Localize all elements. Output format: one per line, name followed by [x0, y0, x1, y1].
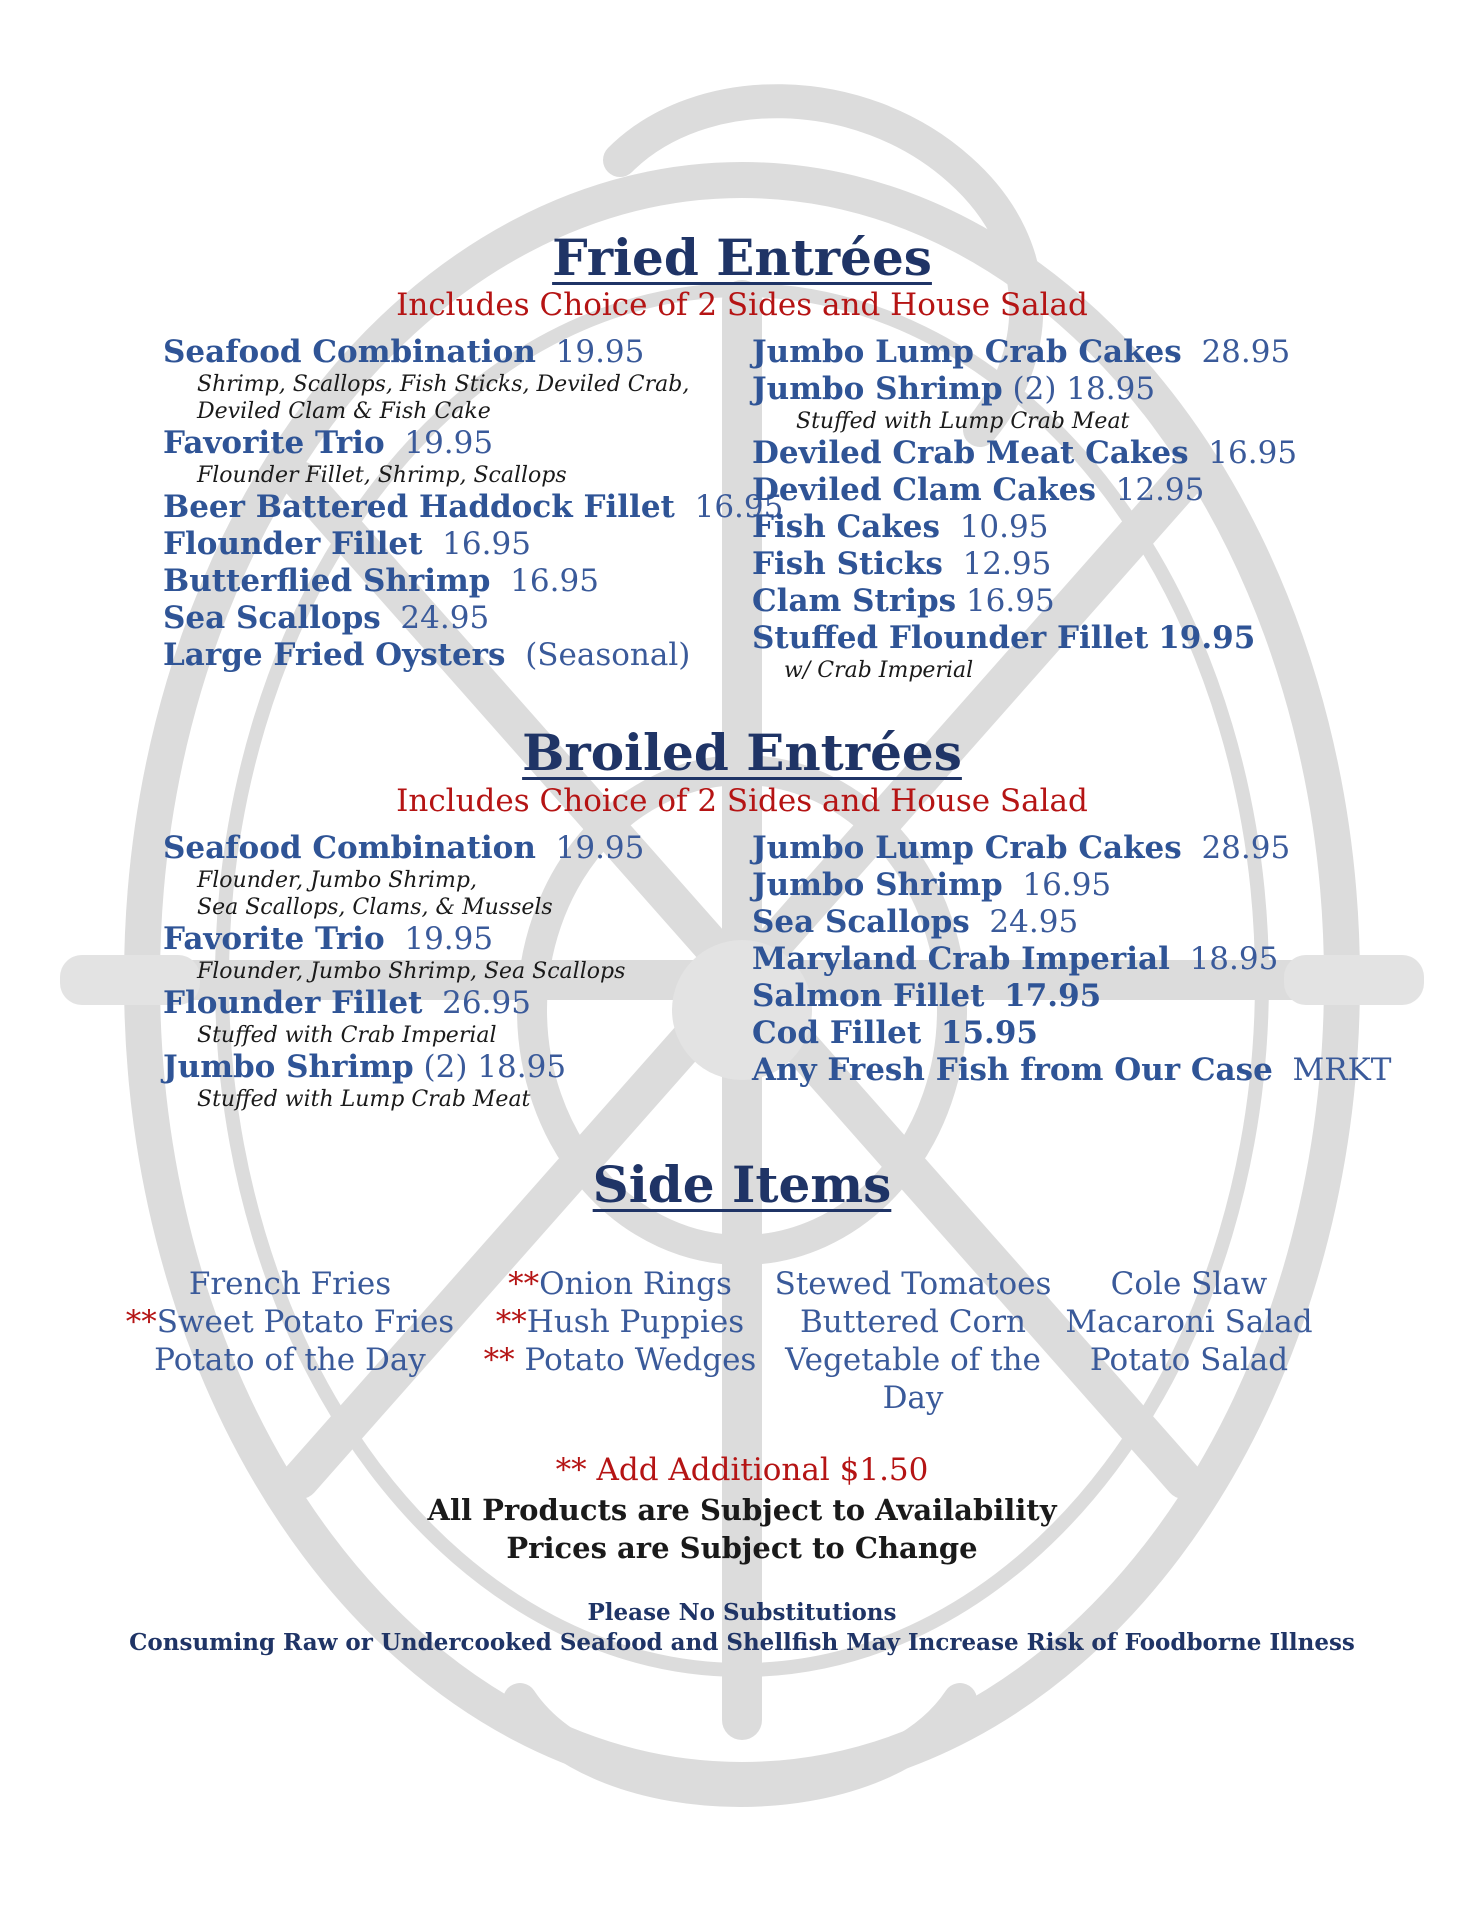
item-note: Stuffed with Crab Imperial: [197, 1023, 497, 1048]
menu-item: Stuffed Flounder Fillet 19.95: [752, 620, 1256, 656]
item-note: Flounder, Jumbo Shrimp, Sea Scallops: [197, 959, 626, 984]
menu-item: Maryland Crab Imperial 18.95: [752, 941, 1279, 977]
side-column: [120, 1265, 460, 1379]
menu-item: Jumbo Lump Crab Cakes 28.95: [752, 334, 1291, 370]
item-note: Shrimp, Scallops, Fish Sticks, Deviled Crab,: [197, 372, 690, 397]
side-item: Vegetable of the: [785, 1342, 1041, 1378]
menu-item: Flounder Fillet 16.95: [163, 526, 531, 562]
item-note: Stuffed with Lump Crab Meat: [796, 409, 1130, 434]
menu-item: Sea Scallops 24.95: [163, 600, 490, 636]
fried-right-column: [752, 334, 1297, 684]
side-item: Potato of the Day: [154, 1342, 426, 1378]
menu-item: Fish Cakes 10.95: [752, 509, 1049, 545]
menu-item: Sea Scallops 24.95: [752, 904, 1079, 940]
price-change-note: Prices are Subject to Change: [506, 1531, 978, 1565]
menu-item: Fish Sticks 12.95: [752, 546, 1052, 582]
menu-item: Deviled Clam Cakes 12.95: [752, 472, 1205, 508]
side-item: Macaroni Salad: [1065, 1304, 1313, 1340]
side-items-title: Side Items: [592, 1155, 892, 1214]
side-items-grid: [120, 1265, 1320, 1415]
side-item: Potato Salad: [1089, 1342, 1289, 1378]
item-note: Flounder, Jumbo Shrimp,: [197, 868, 477, 893]
menu-item: Salmon Fillet 17.95: [752, 978, 1102, 1014]
menu-item: Cod Fillet 15.95: [752, 1015, 1038, 1051]
menu-item: Jumbo Shrimp 16.95: [752, 867, 1112, 903]
menu-item: Jumbo Lump Crab Cakes 28.95: [752, 830, 1291, 866]
item-note: Stuffed with Lump Crab Meat: [197, 1087, 531, 1112]
no-substitutions-note: Please No Substitutions: [587, 1599, 897, 1626]
menu-item: Favorite Trio 19.95: [163, 921, 494, 957]
side-item: French Fries: [188, 1266, 392, 1302]
side-column: [1058, 1265, 1320, 1379]
menu-item: Jumbo Shrimp (2) 18.95: [163, 1049, 567, 1085]
side-item: Stewed Tomatoes: [774, 1266, 1052, 1302]
side-item: ** Potato Wedges: [483, 1342, 757, 1378]
broiled-left-column: [163, 830, 644, 1113]
fried-left-column: [163, 334, 783, 674]
side-column: [768, 1265, 1058, 1417]
side-item: **Onion Rings: [508, 1266, 732, 1302]
side-column: [475, 1265, 765, 1379]
menu-item: Deviled Crab Meat Cakes 16.95: [752, 435, 1298, 471]
side-item: **Hush Puppies: [495, 1304, 745, 1340]
menu-item: Seafood Combination 19.95: [163, 830, 645, 866]
add-charge-note: ** Add Additional $1.50: [555, 1452, 929, 1488]
menu-item: Large Fried Oysters (Seasonal): [163, 637, 691, 673]
health-warning: Consuming Raw or Undercooked Seafood and Shellfish May Increase Risk of Foodborne Illness: [129, 1629, 1355, 1656]
menu-item: Any Fresh Fish from Our Case MRKT: [752, 1052, 1392, 1088]
side-item: Day: [882, 1380, 944, 1416]
menu-item: Clam Strips 16.95: [752, 583, 1055, 619]
broiled-right-column: [752, 830, 1391, 1089]
item-note: Sea Scallops, Clams, & Mussels: [197, 895, 553, 920]
item-note: Deviled Clam & Fish Cake: [197, 399, 491, 424]
item-note: w/ Crab Imperial: [784, 658, 974, 683]
menu-item: Beer Battered Haddock Fillet 16.95: [163, 489, 784, 525]
fried-entrees-title: Fried Entrées: [552, 228, 932, 287]
broiled-entrees-subtitle: Includes Choice of 2 Sides and House Salad: [396, 783, 1088, 819]
side-item: Buttered Corn: [799, 1304, 1027, 1340]
side-item: **Sweet Potato Fries: [125, 1304, 455, 1340]
fried-entrees-subtitle: Includes Choice of 2 Sides and House Salad: [396, 287, 1088, 323]
availability-note: All Products are Subject to Availability: [427, 1493, 1057, 1527]
menu-item: Jumbo Shrimp (2) 18.95: [752, 371, 1156, 407]
menu-item: Flounder Fillet 26.95: [163, 985, 531, 1021]
broiled-entrees-title: Broiled Entrées: [522, 723, 962, 782]
menu-item: Butterflied Shrimp 16.95: [163, 563, 599, 599]
menu-item: Favorite Trio 19.95: [163, 425, 494, 461]
menu-item: Seafood Combination 19.95: [163, 334, 645, 370]
side-item: Cole Slaw: [1110, 1266, 1268, 1302]
item-note: Flounder Fillet, Shrimp, Scallops: [197, 463, 567, 488]
